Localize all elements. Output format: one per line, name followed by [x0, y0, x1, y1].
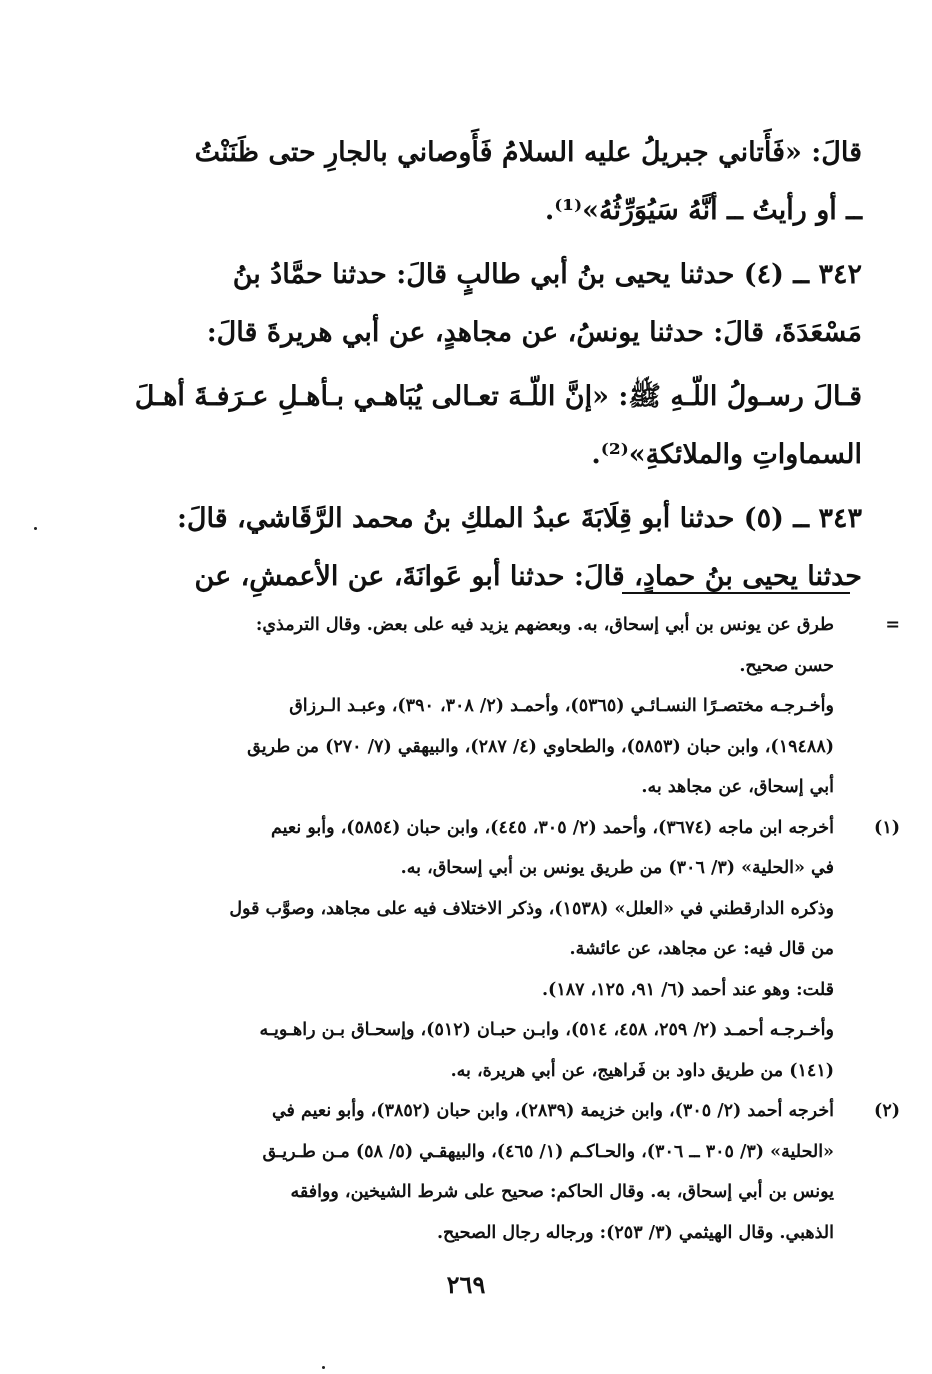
footnote-line: قلت: وهو عند أحمد (٦/ ٩١، ١٢٥، ١٨٧). — [541, 979, 834, 1000]
footnote-line: الذهبي. وقال الهيثمي (٣/ ٢٥٣): ورجاله رجال الصحيح. — [436, 1222, 834, 1243]
text-line: السماواتِ والملائكةِ»⁽²⁾. — [591, 439, 862, 470]
footnote-line: وذكره الدارقطني في «العلل» (١٥٣٨)، وذكر الاختلاف فيه على مجاهد، وصوَّب قول — [229, 898, 834, 919]
footnote-line: وأخـرجـه أحمـد (٢/ ٢٥٩، ٤٥٨، ٥١٤)، وابـن حبـان (٥١٢)، وإسحـاق بـن راهـويـه — [259, 1020, 834, 1040]
text-line: ــ أو رأيتُ ــ أنَّهُ سَيُوَرِّثُهُ»⁽¹⁾. — [544, 195, 862, 226]
footnote-line: (١٩٤٨٨)، وابن حبان (٥٨٥٣)، والطحاوي (٤/ ٢٨٧)، والبيهقي (٧/ ٢٧٠) من طريق — [247, 736, 834, 757]
scan-speck — [322, 1366, 325, 1369]
page-number: ٢٦٩ — [446, 1270, 486, 1299]
footnote-line: وأخـرجـه مختصـرًا النسـائـي (٥٣٦٥)، وأحمـد (٢/ ٣٠٨، ٣٩٠)، وعبـد الـرزاق — [289, 696, 834, 716]
footnote-marker: (١) — [874, 817, 900, 838]
footnote-line: أخرجه أحمد (٢/ ٣٠٥)، وابن خزيمة (٢٨٣٩)، وابن حبان (٣٨٥٢)، وأبو نعيم في — [271, 1101, 834, 1121]
footnote-line: (١٤١) من طريق داود بن فَراهيج، عن أبي هريرة، به. — [450, 1060, 834, 1081]
footnote-separator — [622, 592, 850, 594]
footnotes — [115, 605, 900, 1253]
paragraph-hadith-343-isnad — [120, 490, 862, 606]
main-text — [120, 124, 862, 612]
footnote-1 — [115, 808, 900, 1092]
text-line: حدثنا يحيى بنُ حمادٍ، قالَ: حدثنا أبو عَوانَةَ، عن الأعمشِ، عن — [194, 561, 862, 592]
paragraph-hadith-341-end — [120, 124, 862, 240]
footnote-line: أبي إسحاق، عن مجاهد به. — [641, 777, 834, 797]
paragraph-hadith-342-matn — [120, 368, 862, 484]
footnote-line: يونس بن أبي إسحاق، به. وقال الحاكم: صحيح على شرط الشيخين، ووافقه — [290, 1182, 834, 1202]
footnote-line: أخرجه ابن ماجه (٣٦٧٤)، وأحمد (٢/ ٣٠٥، ٤٤٥)، وابن حبان (٥٨٥٤)، وأبو نعيم — [270, 817, 834, 838]
footnote-line: في «الحلية» (٣/ ٣٠٦) من طريق يونس بن أبي إسحاق، به. — [400, 858, 834, 878]
text-line: قـالَ رسـولُ اللّـهِ ﷺ: «إنَّ اللّـهَ تعـالى يُبَاهـي بـأهـلِ عـرَفـةَ أهـلَ — [134, 381, 862, 412]
scan-speck — [34, 527, 37, 530]
footnote-2 — [115, 1091, 900, 1253]
footnote-marker: = — [885, 615, 900, 635]
text-line: مَسْعَدَةَ، قالَ: حدثنا يونسُ، عن مجاهدٍ، عن أبي هريرةَ قالَ: — [206, 317, 862, 348]
footnote-continuation — [115, 605, 900, 808]
footnote-line: «الحلية» (٣/ ٣٠٥ ــ ٣٠٦)، والحـاكـم (١/ ٤٦٥)، والبيهقـي (٥/ ٥٨) مـن طـريـق — [262, 1141, 834, 1162]
footnote-line: طرق عن يونس بن أبي إسحاق، به. وبعضهم يزيد فيه على بعض. وقال الترمذي: — [255, 615, 834, 635]
text-line: ٣٤٣ ــ (٥) حدثنا أبو قِلَابَةَ عبدُ الملكِ بنُ محمد الرَّقَاشي، قالَ: — [176, 503, 862, 534]
text-line: قالَ: «فَأَتاني جبريلُ عليه السلامُ فَأَوصاني بالجارِ حتى ظَنَنْتُ — [194, 137, 862, 168]
paragraph-hadith-342-isnad — [120, 246, 862, 362]
footnote-line: حسن صحيح. — [739, 655, 834, 676]
footnote-line: من قال فيه: عن مجاهد، عن عائشة. — [569, 939, 834, 959]
text-line: ٣٤٢ ــ (٤) حدثنا يحيى بنُ أبي طالبٍ قالَ: حدثنا حمَّادُ بنُ — [232, 259, 862, 290]
footnote-marker: (٢) — [874, 1101, 900, 1121]
